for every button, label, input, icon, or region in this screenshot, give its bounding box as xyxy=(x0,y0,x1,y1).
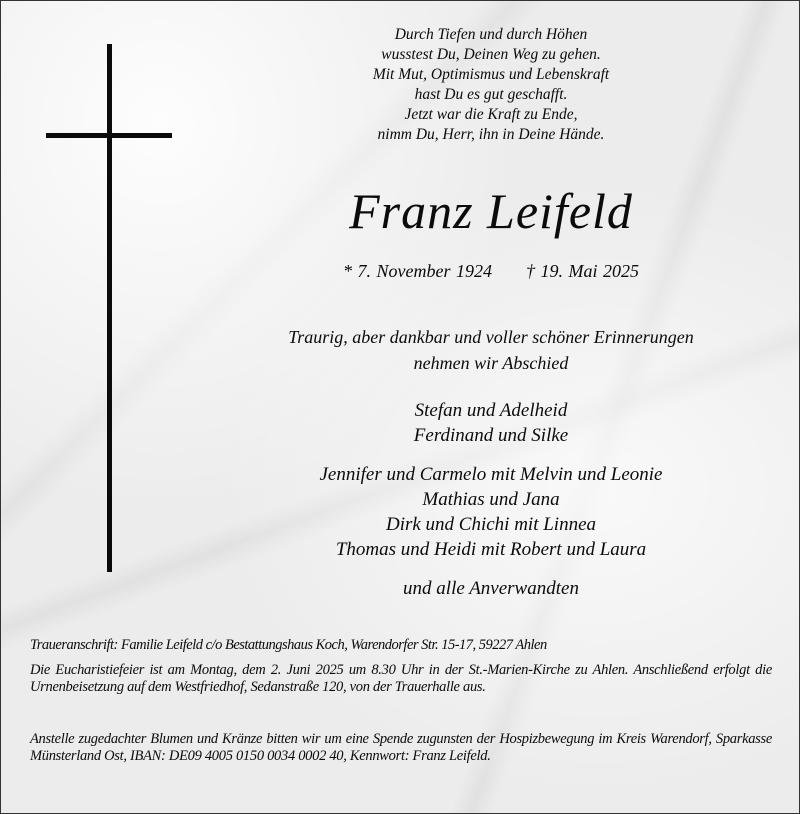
verse-line: Jetzt war die Kraft zu Ende, xyxy=(404,106,578,123)
cross-icon-vertical-bar xyxy=(107,44,112,572)
donation-text: Anstelle zugedachter Blumen und Kränze bitten wir um eine Spende zugunsten der Hospizbewegung im Kreis Warendorf, Sparkasse Münsterland Ost, IBAN: DE09 4005 0150 0034 0002 40, Kennwort: Franz Leifeld. xyxy=(30,731,772,764)
mourner-entry: Ferdinand und Silke xyxy=(413,425,569,446)
verse-line: nimm Du, Herr, ihn in Deine Hände. xyxy=(377,126,605,143)
mourner-entry: Mathias und Jana xyxy=(422,489,560,510)
mourning-address: Traueranschrift: Familie Leifeld c/o Bestattungshaus Koch, Warendorfer Str. 15-17, 59227 Ahlen xyxy=(30,637,547,653)
memorial-verse xyxy=(201,25,781,145)
birth-date: * 7. November 1924 xyxy=(343,261,492,281)
death-date: † 19. Mai 2025 xyxy=(525,261,639,281)
mourner-entry: Dirk und Chichi mit Linnea xyxy=(385,514,597,535)
mourners-children xyxy=(201,398,781,448)
farewell-message xyxy=(201,324,781,376)
deceased-name: Franz Leifeld xyxy=(349,183,633,239)
verse-line: Durch Tiefen und durch Höhen xyxy=(394,26,588,43)
donation-request xyxy=(30,731,772,765)
mourner-entry: Thomas und Heidi mit Robert und Laura xyxy=(335,539,647,560)
mourner-entry: Jennifer und Carmelo mit Melvin und Leonie xyxy=(319,464,663,485)
service-text: Die Eucharistiefeier ist am Montag, dem 2. Juni 2025 um 8.30 Uhr in der St.-Marien-Kirche zu Ahlen. Anschließend erfolgt die Urnenbeisetzung auf dem Westfriedhof, Sedanstraße 120, von der Trauerhalle aus. xyxy=(30,662,772,695)
relatives-line: und alle Anverwandten xyxy=(403,578,579,599)
service-details xyxy=(30,662,772,696)
life-dates xyxy=(201,259,781,283)
verse-line: hast Du es gut geschafft. xyxy=(414,86,568,103)
verse-line: wusstest Du, Deinen Weg zu gehen. xyxy=(381,46,601,63)
mourners-grandchildren xyxy=(201,462,781,562)
farewell-line: Traurig, aber dankbar und voller schöner Erinnerungen xyxy=(288,327,694,347)
farewell-line: nehmen wir Abschied xyxy=(413,353,569,373)
verse-line: Mit Mut, Optimismus und Lebenskraft xyxy=(372,66,610,83)
cross-icon-horizontal-bar xyxy=(46,133,172,138)
mourner-entry: Stefan und Adelheid xyxy=(414,400,568,421)
